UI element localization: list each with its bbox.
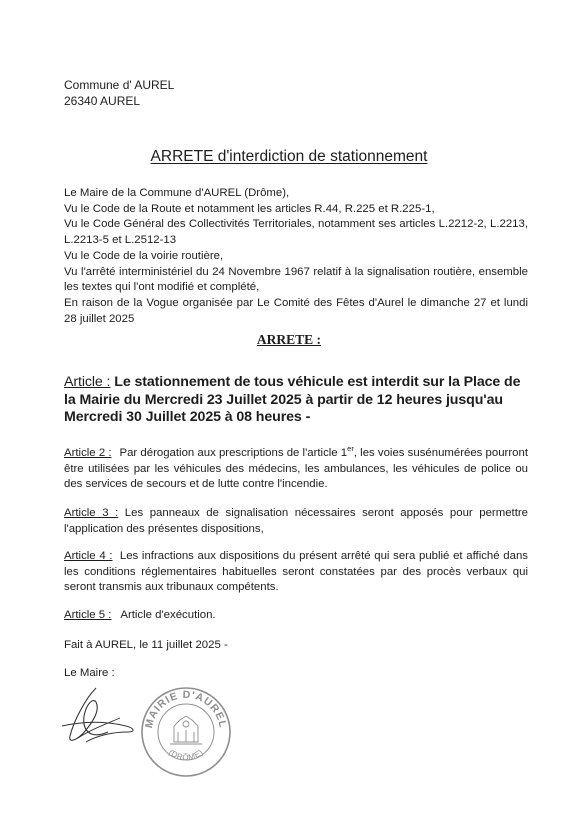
article-4 bbox=[64, 549, 532, 596]
preamble-line: Vu l'arrêté interministériel du 24 Novembre 1967 relatif à la signalisation routière, ensemble les textes qui l'ont modifié et complété, bbox=[64, 265, 528, 294]
mayor-signature bbox=[56, 680, 146, 750]
article-5-label: Article 5 : bbox=[64, 609, 112, 621]
commune-address: 26340 AUREL bbox=[64, 94, 141, 108]
preamble-line: Vu le Code de la Route et notamment les articles R.44, R.225 et R.225-1, bbox=[64, 202, 435, 215]
article-4-text: Les infractions aux dispositions du présent arrêté qui sera publié et affiché dans les conditions réglementaires habituelles seront constatées par des procès verbaux qui seront transmis aux tribunaux compétents. bbox=[64, 550, 532, 594]
signing-place-date: Fait à AUREL, le 11 juillet 2025 - bbox=[64, 639, 228, 651]
article-3 bbox=[64, 506, 528, 537]
svg-text:(DRÔME) bbox=[167, 748, 205, 762]
article-3-label: Article 3 : bbox=[64, 507, 119, 519]
commune-header bbox=[64, 77, 174, 109]
preamble-line: Vu le Code Général des Collectivités Territoriales, notamment ses articles L.2212-2, L.2213, L.2213-5 et L.2512-13 bbox=[64, 218, 528, 247]
preamble-line: En raison de la Vogue organisée par Le Comité des Fêtes d'Aurel le dimanche 27 et lundi 28 juillet 2025 bbox=[64, 296, 528, 325]
article-1 bbox=[64, 374, 530, 427]
seal-emblem-icon bbox=[170, 716, 202, 744]
article-4-label: Article 4 : bbox=[64, 550, 113, 562]
article-2-superscript: er bbox=[347, 444, 354, 454]
seal-bottom-text: (DRÔME) bbox=[167, 747, 205, 763]
article-2-label: Article 2 : bbox=[64, 447, 112, 459]
preamble-line: Le Maire de la Commune d'AUREL (Drôme), bbox=[64, 187, 290, 199]
article-1-text: Le stationnement de tous véhicule est interdit sur la Place de la Mairie du Mercredi 23 Juillet 2025 à partir de 12 heures jusqu'au Mercredi 30 Juillet 2025 à 08 heures - bbox=[64, 374, 521, 425]
preamble bbox=[64, 186, 528, 327]
seal-outer-text: MAIRIE D'AUREL bbox=[143, 688, 229, 730]
svg-text:MAIRIE D'AUREL bbox=[143, 689, 229, 729]
article-1-label: Article : bbox=[64, 374, 111, 390]
document-title: ARRETE d'interdiction de stationnement bbox=[150, 148, 428, 165]
article-5-text: Article d'exécution. bbox=[111, 609, 216, 621]
article-2 bbox=[64, 446, 528, 493]
article-5 bbox=[64, 608, 528, 624]
signatory-label: Le Maire : bbox=[64, 667, 115, 679]
article-3-text: Les panneaux de signalisation nécessaires seront apposés pour permettre l'application des présentes dispositions, bbox=[64, 507, 528, 535]
article-2-text-end: , les voies susénumérées pourront être utilisées par les véhicules des médecins, les ambulances, les véhicules de police ou des services de secours et de lutte contre l'incendie. bbox=[64, 447, 528, 491]
arrete-heading: ARRETE : bbox=[256, 332, 322, 347]
preamble-line: Vu le Code de la voirie routière, bbox=[64, 249, 224, 262]
mairie-seal-stamp bbox=[138, 684, 234, 780]
commune-name: Commune d' AUREL bbox=[64, 78, 175, 92]
article-2-text: Par dérogation aux prescriptions de l'article 1 bbox=[119, 447, 348, 459]
